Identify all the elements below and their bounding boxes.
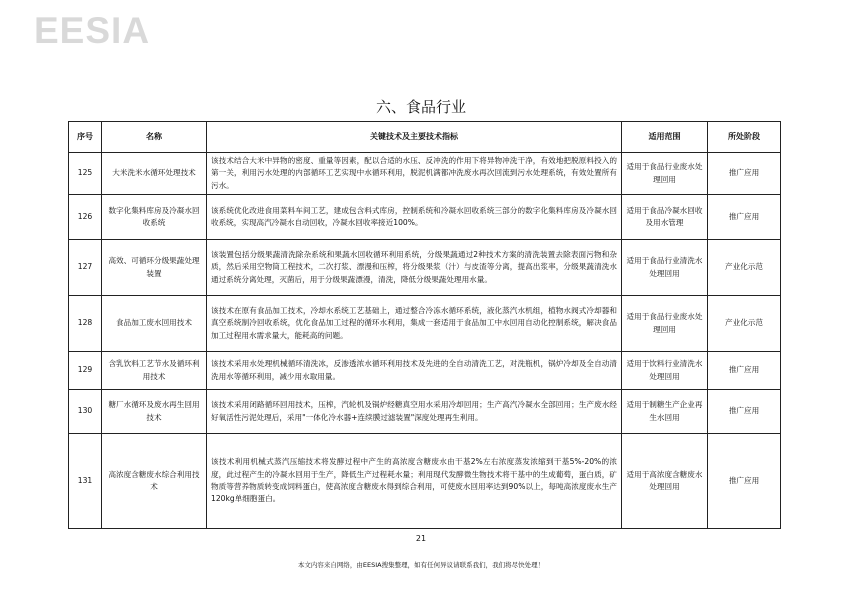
row-name: 食品加工废水回用技术	[102, 296, 207, 352]
row-tech: 该技术采用闭路循环回用技术，压榨，汽轮机及锅炉经糖真空用水采用冷却回用；生产高汽冷凝水全部回用；生产废水经好氧活性污泥处理后，采用"一体化冷水器+连续膜过滤装置"深度处理再生利用。	[207, 390, 622, 434]
row-name: 高浓度含糖废水综合利用技术	[102, 434, 207, 529]
row-name: 大米洗米水循环处理技术	[102, 153, 207, 195]
row-seq: 128	[69, 296, 102, 352]
table-header-row	[69, 122, 781, 153]
row-seq: 130	[69, 390, 102, 434]
row-scope: 适用于食品行业清洗水处理回用	[622, 240, 708, 296]
row-name: 数字化集料库房及冷凝水回收系统	[102, 195, 207, 240]
row-name: 含乳饮料工艺节水及循环利用技术	[102, 352, 207, 390]
table-row	[69, 240, 781, 296]
row-stage: 推广应用	[708, 434, 781, 529]
section-title: 六、食品行业	[375, 98, 466, 116]
row-stage: 推广应用	[708, 352, 781, 390]
page-number: 21	[415, 534, 427, 543]
row-name: 高效、可循环分级果蔬处理装置	[102, 240, 207, 296]
footer-disclaimer: 本文内容来自网络，由EESIA搜集整理，如有任何异议请联系我们，我们将尽快处理！	[297, 561, 545, 569]
row-scope: 适用于高浓度含糖废水处理回用	[622, 434, 708, 529]
table-row	[69, 352, 781, 390]
header-seq: 序号	[69, 122, 102, 153]
row-tech: 该系统优化改进食用菜料车间工艺，建成包含料式库房，控制系统和冷凝水回收系统三部分的数字化集料库房及冷凝水回收系统，实现高汽冷凝水自动回收，冷凝水回收率接近100%。	[207, 195, 622, 240]
row-seq: 125	[69, 153, 102, 195]
table-row	[69, 390, 781, 434]
row-seq: 127	[69, 240, 102, 296]
row-tech: 该装置包括分级果蔬清洗除杂系统和果蔬水回收循环利用系统，分级果蔬通过2种技术方案的清洗装置去除表面污物和杂质，然后采用空物筒工程技术，二次打浆、漂漫和压榨，将分级果浆（汁）与皮渣等分离，提高出浆率，分级果蔬清洗水通过系统分离处理，灭菌后，用于分级果蔬漂漫，清洗，降低分级果蔬处理用水量。	[207, 240, 622, 296]
row-seq: 126	[69, 195, 102, 240]
table-row	[69, 296, 781, 352]
row-tech: 该技术结合大米中异物的密度、重量等因素，配以合适的水压、反冲洗的作用下将异物冲洗干净，有效地把脱原料投入的第一关，利用污水处理的内部循环工艺实现中水循环利用，脱泥机满都冲洗废水再次回流到污水处理系统，有效处置所有污水。	[207, 153, 622, 195]
row-stage: 产业化示范	[708, 240, 781, 296]
table-row	[69, 153, 781, 195]
table-row	[69, 434, 781, 529]
row-tech: 该技术在原有食品加工技术，冷却水系统工艺基础上，通过整合冷冻水循环系统，液化蒸汽水机组，植物水阀式冷却器和真空系统制冷回收系统，优化食品加工过程的循环水利用，集成一套适用于食品加工中水回用自动化控制系统，解决食品加工过程用水需求量大，能耗高的问题。	[207, 296, 622, 352]
row-seq: 129	[69, 352, 102, 390]
header-tech: 关键技术及主要技术指标	[207, 122, 622, 153]
row-scope: 适用于食品行业废水处理回用	[622, 153, 708, 195]
row-scope: 适用于制糖生产企业再生水回用	[622, 390, 708, 434]
row-stage: 产业化示范	[708, 296, 781, 352]
row-stage: 推广应用	[708, 195, 781, 240]
row-stage: 推广应用	[708, 390, 781, 434]
row-scope: 适用于饮料行业清洗水处理回用	[622, 352, 708, 390]
row-tech: 该技术利用机械式蒸汽压缩技术将发酵过程中产生的高浓度含糖废水由干基2%左右浓度蒸发浓缩到干基5%-20%的浓度，此过程产生的冷凝水回用于生产，降低生产过程耗水量；利用现代发酵微生物技术将干基中的生成葡萄，蛋白质，矿物质等营养物质转变成饲料蛋白，使高浓度含糖废水得到综合利用，可使废水回用率达到90%以上，每吨高浓度废水生产120kg单细胞蛋白。	[207, 434, 622, 529]
technology-table	[68, 121, 781, 529]
row-scope: 适用于食品行业废水处理回用	[622, 296, 708, 352]
header-name: 名称	[102, 122, 207, 153]
header-scope: 适用范围	[622, 122, 708, 153]
row-stage: 推广应用	[708, 153, 781, 195]
header-stage: 所处阶段	[708, 122, 781, 153]
table-row	[69, 195, 781, 240]
row-seq: 131	[69, 434, 102, 529]
eesia-logo: EESIA	[34, 10, 151, 51]
row-tech: 该技术采用水处理机械循环清洗冰，反渗透浓水循环利用技术及先进的全自动清洗工艺，对洗瓶机，锅炉冷却及全自动清洗用水等循环利用，减少用水取用量。	[207, 352, 622, 390]
row-scope: 适用于食品冷凝水回收及用水管理	[622, 195, 708, 240]
row-name: 糖厂水循环及废水再生回用技术	[102, 390, 207, 434]
